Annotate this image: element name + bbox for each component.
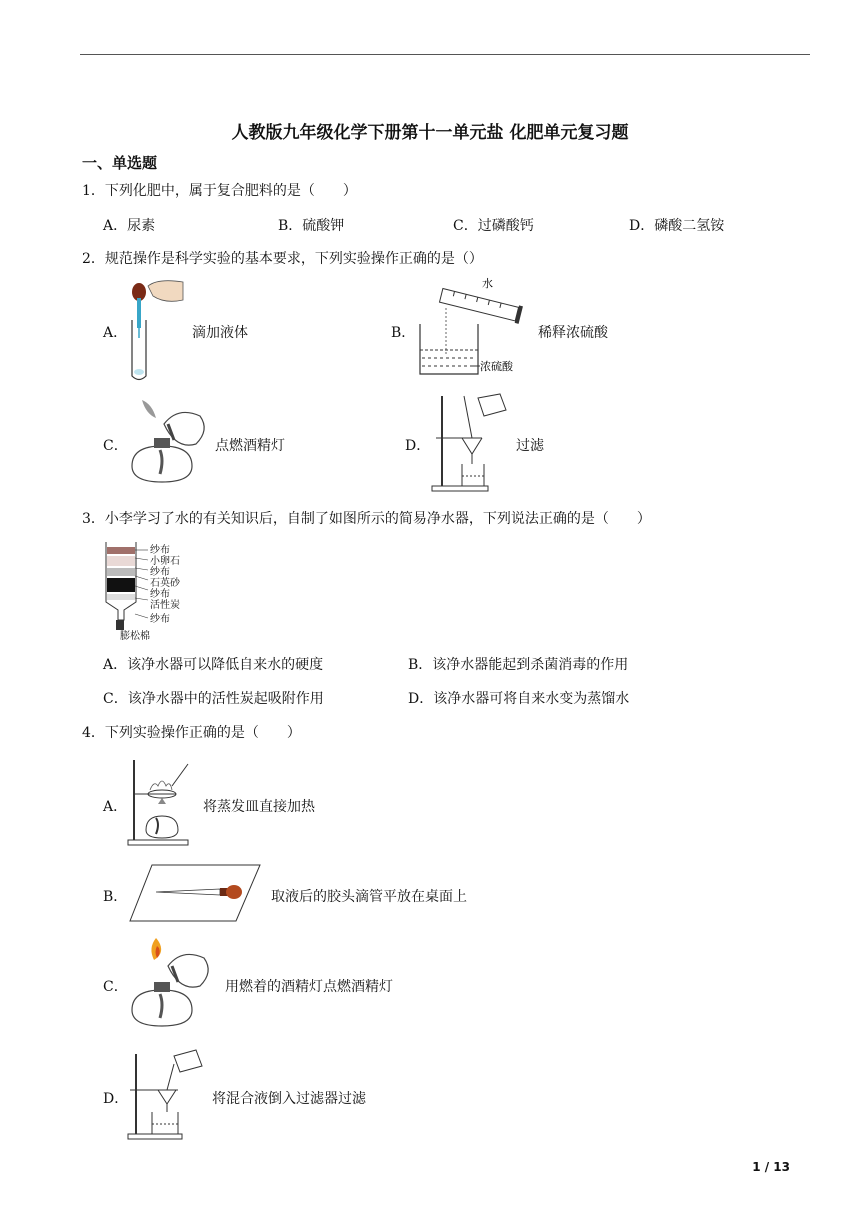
- water-purifier-figure: [100, 538, 200, 642]
- q4-option-a-letter: A．: [103, 799, 128, 815]
- q2-option-c-text: 点燃酒精灯: [215, 438, 285, 454]
- q3-option-d: D．该净水器可将自来水变为蒸馏水: [408, 691, 630, 707]
- layer-label: 膨松棉: [120, 631, 150, 642]
- q1-option-c: C．过磷酸钙: [453, 218, 534, 234]
- q4-option-b-text: 取液后的胶头滴管平放在桌面上: [271, 889, 467, 905]
- q2-option-b-letter: B．: [391, 325, 416, 341]
- doc-title: 人教版九年级化学下册第十一单元盐 化肥单元复习题: [231, 123, 629, 143]
- header-rule: [80, 54, 810, 55]
- layer-label: 纱布: [150, 589, 170, 600]
- q2-option-a-letter: A．: [103, 325, 128, 341]
- q4-option-b-letter: B．: [103, 889, 128, 905]
- dilute-acid-figure: [412, 274, 534, 382]
- layer-label: 活性炭: [150, 600, 180, 611]
- q2-option-a-text: 滴加液体: [192, 325, 248, 341]
- q4-option-a-text: 将蒸发皿直接加热: [203, 799, 315, 815]
- layer-label: 纱布: [150, 614, 170, 625]
- q4-option-c-letter: C．: [103, 979, 128, 995]
- filtration-figure: [424, 388, 514, 494]
- q4-option-d-letter: D．: [103, 1091, 129, 1107]
- q3-stem: 3．小李学习了水的有关知识后，自制了如图所示的简易净水器，下列说法正确的是（ ）: [82, 511, 651, 527]
- light-lamp-figure: [124, 394, 214, 488]
- q3-option-c: C．该净水器中的活性炭起吸附作用: [103, 691, 324, 707]
- section-heading: 一、单选题: [82, 154, 158, 172]
- q2-stem: 2．规范操作是科学实验的基本要求，下列实验操作正确的是（）: [82, 251, 483, 267]
- q1-option-a: A．尿素: [103, 218, 156, 234]
- layer-label: 小卵石: [150, 556, 180, 567]
- water-label: 水: [482, 277, 493, 290]
- q2-option-d-text: 过滤: [516, 438, 544, 454]
- q3-option-a: A．该净水器可以降低自来水的硬度: [103, 657, 324, 673]
- q4-option-d-text: 将混合液倒入过滤器过滤: [212, 1091, 366, 1107]
- layer-label: 石英砂: [150, 578, 180, 589]
- page-number: 1 / 13: [752, 1160, 790, 1174]
- dropper-on-table-figure: [128, 862, 262, 924]
- q2-option-b-text: 稀释浓硫酸: [538, 325, 608, 341]
- evaporating-dish-figure: [126, 756, 196, 848]
- q2-option-d-letter: D．: [405, 438, 431, 454]
- q4-option-c-text: 用燃着的酒精灯点燃酒精灯: [225, 979, 393, 995]
- layer-label: 纱布: [150, 545, 170, 556]
- lamp-to-lamp-figure: [126, 932, 216, 1030]
- q2-option-c-letter: C．: [103, 438, 128, 454]
- pour-filter-figure: [124, 1046, 210, 1142]
- q1-stem: 1．下列化肥中，属于复合肥料的是（ ）: [82, 183, 357, 199]
- dropper-tube-figure: [118, 276, 188, 384]
- q3-option-b: B．该净水器能起到杀菌消毒的作用: [408, 657, 629, 673]
- q1-option-b: B．硫酸钾: [278, 218, 345, 234]
- q4-stem: 4．下列实验操作正确的是（ ）: [82, 725, 301, 741]
- layer-label: 纱布: [150, 567, 170, 578]
- acid-label: 浓硫酸: [480, 360, 513, 373]
- q1-option-d: D．磷酸二氢铵: [629, 218, 725, 234]
